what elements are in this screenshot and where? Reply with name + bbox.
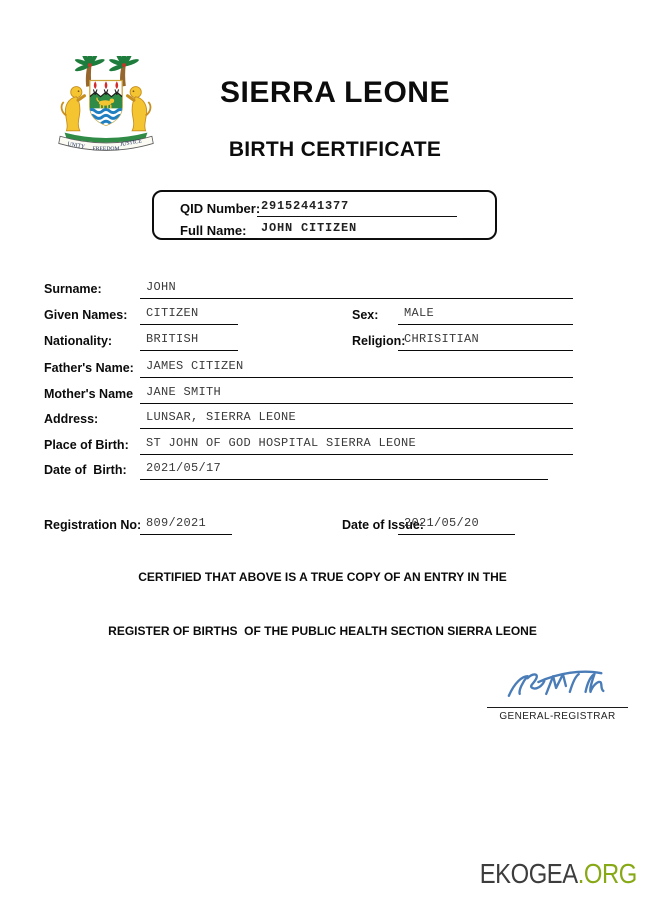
brand-suffix-text: .ORG [577, 858, 637, 889]
mothers-name-value: JANE SMITH [140, 385, 573, 404]
surname-value: JOHN [140, 280, 573, 299]
address-value: LUNSAR, SIERRA LEONE [140, 410, 573, 429]
qid-number-label: QID Number: [180, 201, 261, 216]
motto-word-freedom: FREEDOM [92, 146, 120, 153]
place-of-birth-value: ST JOHN OF GOD HOSPITAL SIERRA LEONE [140, 436, 573, 455]
id-summary-box [152, 190, 497, 240]
field-row-given-names-sex [0, 306, 645, 326]
address-label: Address: [44, 412, 99, 426]
registration-no-label: Registration No: [44, 518, 142, 532]
religion-label: Religion: [352, 334, 406, 348]
fathers-name-label: Father's Name: [44, 361, 134, 375]
place-of-birth-label: Place of Birth: [44, 438, 129, 452]
field-row-registration [0, 516, 645, 536]
qid-number-value: 29152441377 [257, 198, 457, 217]
certification-line-2: REGISTER OF BIRTHS OF THE PUBLIC HEALTH SECTION SIERRA LEONE [108, 624, 537, 638]
surname-label: Surname: [44, 282, 102, 296]
field-row-address [0, 410, 645, 430]
given-names-value: CITIZEN [140, 306, 238, 325]
field-row-place-of-birth [0, 436, 645, 456]
motto-word-justice: JUSTICE [119, 138, 143, 149]
sex-label: Sex: [352, 308, 379, 322]
nationality-label: Nationality: [44, 334, 113, 348]
brand-primary-text: EKOGEA [479, 858, 578, 889]
signature-line [487, 707, 628, 708]
brand-logo [480, 858, 637, 890]
religion-value: CHRISITIAN [398, 332, 573, 351]
registration-no-value: 809/2021 [140, 516, 232, 535]
certification-line-1: CERTIFIED THAT ABOVE IS A TRUE COPY OF AN ENTRY IN THE [138, 570, 507, 584]
signatory-title: GENERAL-REGISTRAR [499, 711, 616, 722]
field-row-mothers-name [0, 385, 645, 405]
field-row-date-of-birth [0, 461, 645, 481]
sex-value: MALE [398, 306, 573, 325]
nationality-value: BRITISH [140, 332, 238, 351]
field-row-fathers-name [0, 359, 645, 379]
date-of-birth-value: 2021/05/17 [140, 461, 548, 480]
registrar-signature-icon [501, 666, 619, 706]
motto-word-unity: UNITY [66, 141, 86, 151]
country-title: SIERRA LEONE [220, 76, 450, 109]
field-row-nationality-religion [0, 332, 645, 352]
full-name-value: JOHN CITIZEN [257, 220, 463, 239]
date-of-birth-label: Date of Birth: [44, 463, 127, 477]
fathers-name-value: JAMES CITIZEN [140, 359, 573, 378]
date-of-issue-value: 2021/05/20 [398, 516, 515, 535]
full-name-label: Full Name: [180, 223, 247, 238]
given-names-label: Given Names: [44, 308, 128, 322]
date-of-issue-label: Date of Issue: [342, 518, 424, 532]
field-row-surname [0, 280, 645, 300]
mothers-name-label: Mother's Name [44, 387, 134, 401]
document-title: BIRTH CERTIFICATE [228, 138, 442, 161]
